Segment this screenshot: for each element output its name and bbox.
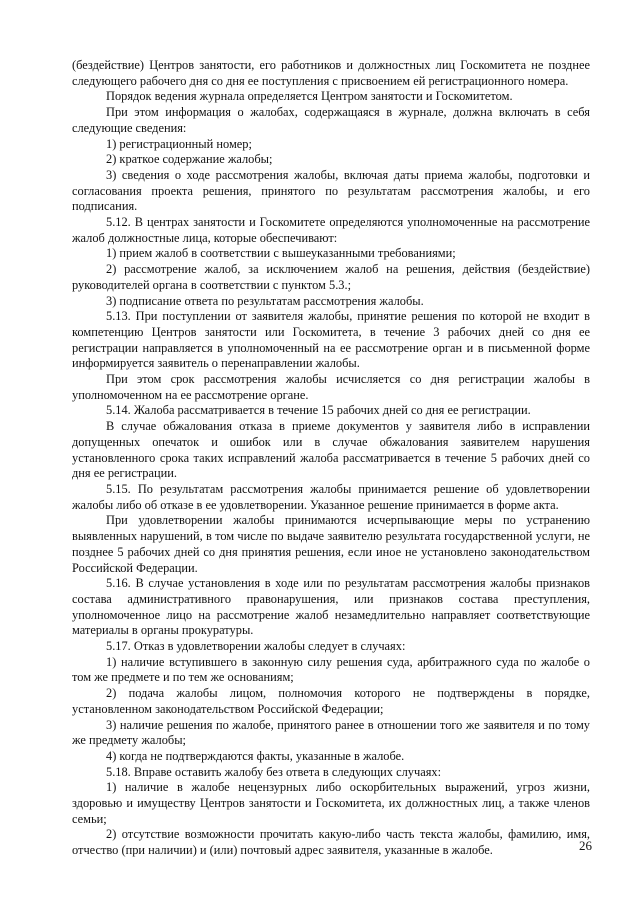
paragraph: Порядок ведения журнала определяется Центром занятости и Госкомитетом.: [106, 89, 513, 104]
list-item: 3) сведения о ходе рассмотрения жалобы, включая даты приема жалобы, подготовки и согласования проекта решения, принятого по результатам рассмотрения жалобы, и его подписания.: [72, 167, 590, 214]
list-item: 3) наличие решения по жалобе, принятого ранее в отношении того же заявителя и по тому же предмету жалобы;: [72, 717, 590, 748]
page-number: 26: [579, 838, 592, 853]
paragraph: В случае обжалования отказа в приеме документов у заявителя либо в исправлении допущенных опечаток и ошибок или в случае обжалования заявителем нарушения установленного срока таких исправлений жалоба рассматривается в течение 5 рабочих дней со дня ее регистрации.: [72, 419, 590, 481]
list-item: 4) когда не подтверждаются факты, указанные в жалобе.: [106, 748, 405, 763]
list-item: 1) наличие вступившего в законную силу решения суда, арбитражного суда по жалобе о том же предмете и по тем же основаниям;: [72, 654, 590, 685]
paragraph: При этом срок рассмотрения жалобы исчисляется со дня регистрации жалобы в уполномоченном на ее рассмотрение органе.: [72, 372, 590, 402]
paragraph: При этом информация о жалобах, содержащаяся в журнале, должна включать в себя следующие сведения:: [72, 105, 590, 135]
section-5-17: 5.17. Отказ в удовлетворении жалобы следует в случаях:: [106, 639, 406, 654]
list-item: 2) подача жалобы лицом, полномочия которого не подтверждены в порядке, установленном законодательством Российской Федерации;: [72, 686, 590, 716]
section-5-16: 5.16. В случае установления в ходе или по результатам рассмотрения жалобы признаков состава административного правонарушения, или признаков состава преступления, уполномоченное лицо на рассмотрение жалоб незамедлительно направляет соответствующие материалы в органы прокуратуры.: [72, 576, 590, 638]
paragraph: При удовлетворении жалобы принимаются исчерпывающие меры по устранению выявленных нарушений, в том числе по выдаче заявителю результата государственной услуги, не позднее 5 рабочих дней со дня принятия решения, если иное не установлено законодательством Российской Федерации.: [72, 513, 590, 575]
list-item: 1) прием жалоб в соответствии с вышеуказанными требованиями;: [106, 246, 456, 261]
list-item: 1) наличие в жалобе нецензурных либо оскорбительных выражений, угроз жизни, здоровью и имуществу Центров занятости и Госкомитета, их должностных лиц, а также членов семьи;: [72, 780, 590, 826]
section-5-15: 5.15. По результатам рассмотрения жалобы принимается решение об удовлетворении жалобы либо об отказе в ее удовлетворении. Указанное решение принимается в форме акта.: [72, 481, 590, 512]
list-item: 3) подписание ответа по результатам рассмотрения жалобы.: [106, 293, 424, 308]
list-item: 1) регистрационный номер;: [106, 136, 252, 151]
section-5-13: 5.13. При поступлении от заявителя жалобы, принятие решения по которой не входит в компетенцию Центров занятости или Госкомитета, в течение 3 рабочих дней со дня ее регистрации направляется в уполномоченный на ее рассмотрение орган и в письменной форме информируется заявитель о перенаправлении жалобы.: [72, 309, 590, 371]
document-body: [72, 58, 590, 859]
list-item: 2) отсутствие возможности прочитать какую-либо часть текста жалобы, фамилию, имя, отчество (при наличии) и (или) почтовый адрес заявителя, указанные в жалобе.: [72, 827, 590, 858]
section-5-18: 5.18. Вправе оставить жалобу без ответа в следующих случаях:: [106, 764, 442, 779]
list-item: 2) краткое содержание жалобы;: [106, 152, 273, 167]
section-5-12: 5.12. В центрах занятости и Госкомитете определяются уполномоченные на рассмотрение жалоб должностные лица, которые обеспечивают:: [72, 215, 590, 245]
list-item: 2) рассмотрение жалоб, за исключением жалоб на решения, действия (бездействие) руководителей органа в соответствии с пунктом 5.3.;: [72, 262, 590, 292]
paragraph: (бездействие) Центров занятости, его работников и должностных лиц Госкомитета не позднее следующего рабочего дня со дня ее поступления с присвоением ей регистрационного номера.: [72, 58, 590, 88]
section-5-14: 5.14. Жалоба рассматривается в течение 15 рабочих дней со дня ее регистрации.: [106, 403, 531, 418]
